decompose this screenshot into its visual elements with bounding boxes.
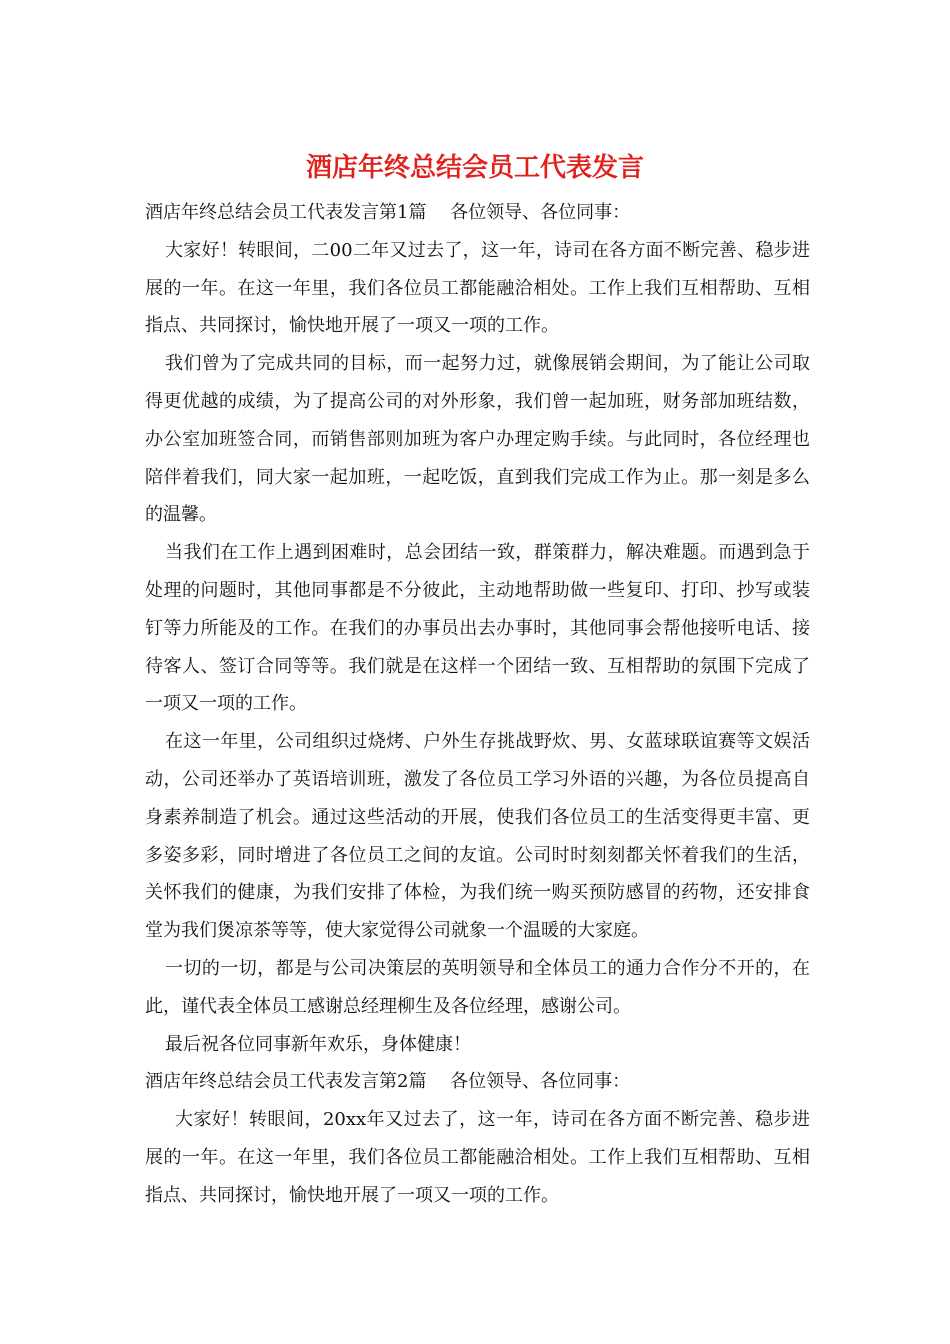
section-heading-2: 酒店年终总结会员工代表发言第2篇 各位领导、各位同事： [145,1071,631,1093]
body-paragraph: 在这一年里，公司组织过烧烤、户外生存挑战野炊、男、女蓝球联谊赛等文娱活动，公司还举办了英语培训班，激发了各位员工学习外语的兴趣，为各位员提高自身素养制造了机会。通过这些活动的开展，使我们各位员工的生活变得更丰富、更多姿多彩，同时增进了各位员工之间的友谊。公司时时刻刻都关怀着我们的生活，关怀我们的健康，为我们安排了体检，为我们统一购买预防感冒的药物，还安排食堂为我们煲凉茶等等，使大家觉得公司就象一个温暖的大家庭。 [145,731,810,942]
document-body [145,194,810,1215]
document-title: 酒店年终总结会员工代表发言 [305,153,644,183]
body-paragraph: 当我们在工作上遇到困难时，总会团结一致，群策群力，解决难题。而遇到急于处理的问题时，其他同事都是不分彼此，主动地帮助做一些复印、打印、抄写或装钉等力所能及的工作。在我们的办事员出去办事时，其他同事会帮他接听电话、接待客人、签订合同等等。我们就是在这样一个团结一致、互相帮助的氛围下完成了一项又一项的工作。 [145,542,810,715]
body-paragraph: 大家好！转眼间，二00二年又过去了，这一年，诗司在各方面不断完善、稳步进展的一年。在这一年里，我们各位员工都能融洽相处。工作上我们互相帮助、互相指点、共同探讨，愉快地开展了一项又一项的工作。 [145,239,810,337]
section-heading-1: 酒店年终总结会员工代表发言第1篇 各位领导、各位同事： [145,202,631,223]
closing-line: 最后祝各位同事新年欢乐，身体健康！ [165,1033,471,1055]
body-paragraph: 我们曾为了完成共同的目标，而一起努力过，就像展销会期间，为了能让公司取得更优越的成绩，为了提高公司的对外形象，我们曾一起加班，财务部加班结数，办公室加班签合同，而销售部则加班为客户办理定购手续。与此同时，各位经理也陪伴着我们，同大家一起加班，一起吃饭，直到我们完成工作为止。那一刻是多么的温馨。 [145,353,810,526]
body-paragraph: 大家好！转眼间，20xx年又过去了，这一年，诗司在各方面不断完善、稳步进展的一年。在这一年里，我们各位员工都能融洽相处。工作上我们互相帮助、互相指点、共同探讨，愉快地开展了一项又一项的工作。 [145,1109,810,1206]
body-paragraph: 一切的一切，都是与公司决策层的英明领导和全体员工的通力合作分不开的，在此，谨代表全体员工感谢总经理柳生及各位经理，感谢公司。 [145,957,810,1017]
